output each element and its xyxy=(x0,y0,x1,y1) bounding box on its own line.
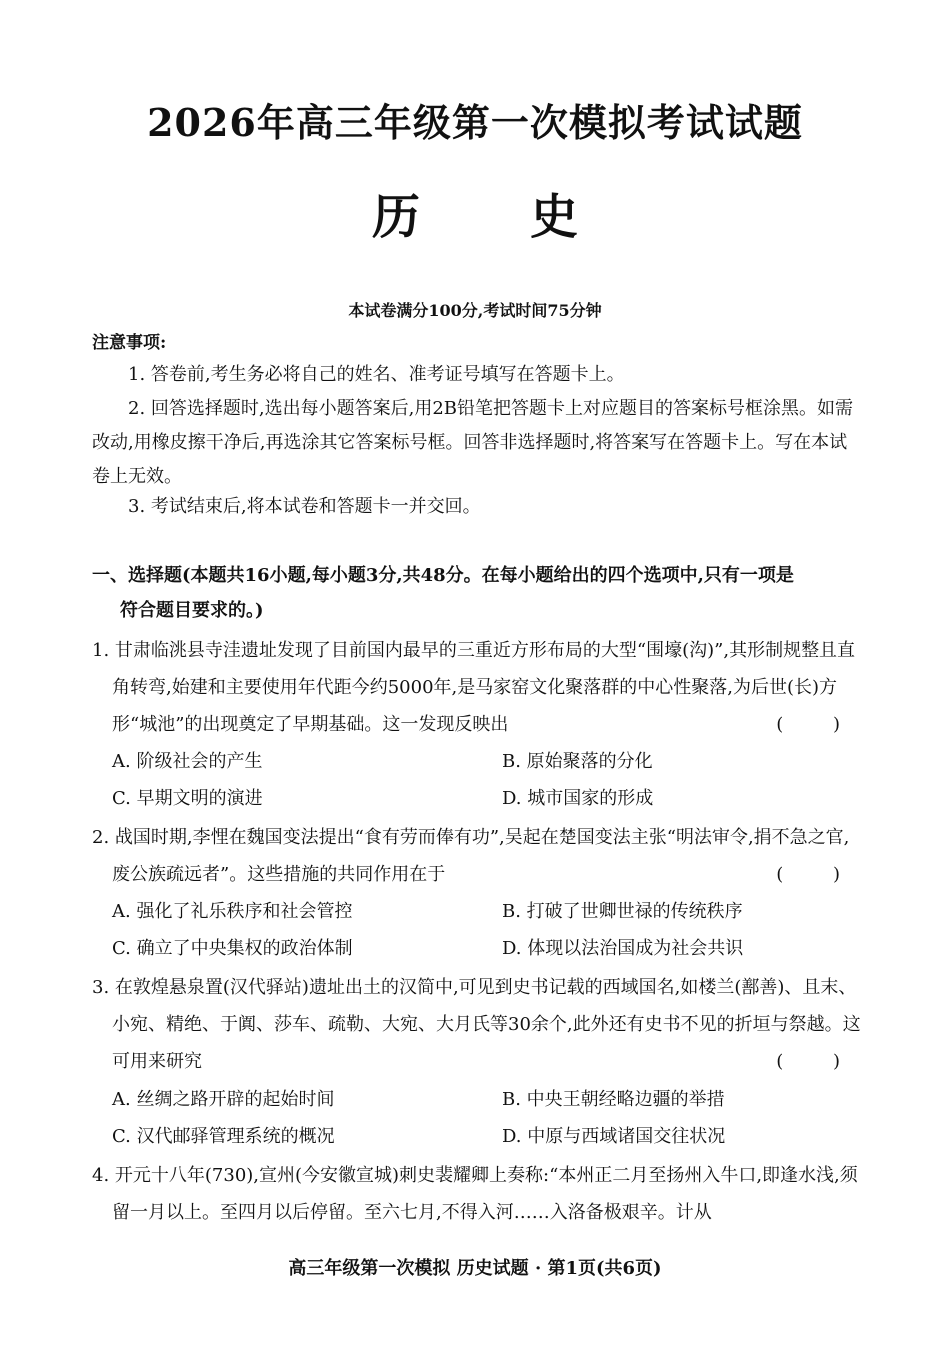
section-heading xyxy=(92,558,864,628)
answer-blank: ( ) xyxy=(776,714,862,735)
answer-blank: ( ) xyxy=(776,1051,862,1072)
question-2-stem: 2. 战国时期,李悝在魏国变法提出“食有劳而俸有功”,吴起在楚国变法主张“明法审令,捐不急之官,废公族疏远者”。这些措施的共同作用在于 ( ) xyxy=(92,819,864,893)
exam-meta: 本试卷满分100分,考试时间75分钟 xyxy=(348,301,602,320)
subject-title: 历史 xyxy=(371,189,688,245)
option-d: D. 体现以法治国成为社会共识 xyxy=(502,938,744,959)
section-heading-line1: 一、选择题(本题共16小题,每小题3分,共48分。在每小题给出的四个选项中,只有一项是 xyxy=(92,565,794,586)
option-c: C. 确立了中央集权的政治体制 xyxy=(112,938,353,959)
option-b: B. 打破了世卿世禄的传统秩序 xyxy=(502,901,743,922)
question-3-stem: 3. 在敦煌悬泉置(汉代驿站)遗址出土的汉简中,可见到史书记载的西域国名,如楼兰(鄯善)、且末、小宛、精绝、于阗、莎车、疏勒、大宛、大月氏等30余个,此外还有史书不见的折垣与祭越。这可用来研究 ( ) xyxy=(92,969,864,1080)
option-a: A. 丝绸之路开辟的起始时间 xyxy=(112,1089,335,1110)
option-c: C. 汉代邮驿管理系统的概况 xyxy=(112,1126,335,1147)
exam-title: 2026年高三年级第一次模拟考试试题 xyxy=(147,100,803,145)
section-heading-line2: 符合题目要求的。) xyxy=(120,600,264,621)
answer-blank: ( ) xyxy=(776,864,862,885)
option-c: C. 早期文明的演进 xyxy=(112,788,263,809)
question-4 xyxy=(92,1157,864,1231)
notice-item-2: 2. 回答选择题时,选出每小题答案后,用2B铅笔把答题卡上对应题目的答案标号框涂黑。如需改动,用橡皮擦干净后,再选涂其它答案标号框。回答非选择题时,将答案写在答题卡上。写在本试卷上无效。 xyxy=(92,398,854,487)
notice-heading: 注意事项: xyxy=(92,333,167,353)
option-a: A. 强化了礼乐秩序和社会管控 xyxy=(112,901,353,922)
question-3 xyxy=(92,969,864,1080)
question-4-stem: 4. 开元十八年(730),宣州(今安徽宣城)刺史裴耀卿上奏称:“本州正二月至扬州入牛口,即逢水浅,须留一月以上。至四月以后停留。至六七月,不得入河……入洛备极艰辛。计从 xyxy=(92,1165,858,1223)
question-1 xyxy=(92,632,864,743)
option-a: A. 阶级社会的产生 xyxy=(112,751,263,772)
option-d: D. 中原与西域诸国交往状况 xyxy=(502,1126,726,1147)
page-footer: 高三年级第一次模拟 历史试题 · 第1页(共6页) xyxy=(288,1258,662,1279)
notice-item-3: 3. 考试结束后,将本试卷和答题卡一并交回。 xyxy=(128,496,481,517)
question-2 xyxy=(92,819,864,893)
option-d: D. 城市国家的形成 xyxy=(502,788,654,809)
question-1-stem: 1. 甘肃临洮县寺洼遗址发现了目前国内最早的三重近方形布局的大型“围壕(沟)”,其形制规整且直角转弯,始建和主要使用年代距今约5000年,是马家窑文化聚落群的中心性聚落,为后世(长)方形“城池”的出现奠定了早期基础。这一发现反映出 ( ) xyxy=(92,632,864,743)
option-b: B. 中央王朝经略边疆的举措 xyxy=(502,1089,725,1110)
option-b: B. 原始聚落的分化 xyxy=(502,751,653,772)
notice-item-1: 1. 答卷前,考生务必将自己的姓名、准考证号填写在答题卡上。 xyxy=(128,364,625,385)
